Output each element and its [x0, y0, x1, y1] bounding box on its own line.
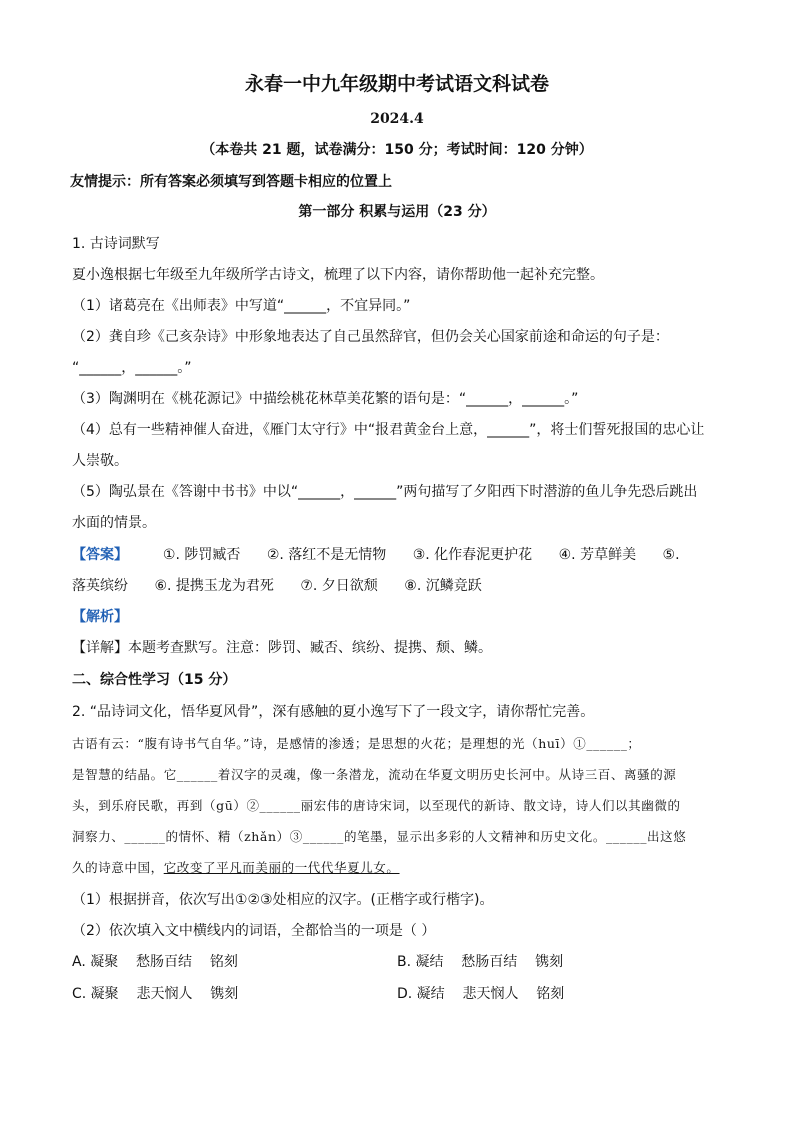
q2-sub1: （1）根据拼音，依次写出①②③处相应的汉字。(正楷字或行楷字)。	[72, 892, 494, 908]
option-a: A. 凝聚 愁肠百结 铭刻	[72, 954, 238, 970]
part1-title: 第一部分 积累与运用（23 分）	[298, 204, 496, 220]
answer-item: ④. 芳草鲜美	[558, 547, 637, 563]
q1-item: “______，______。”	[72, 360, 192, 376]
answer-label: 【答案】	[72, 547, 128, 563]
exam-info: （本卷共 21 题，试卷满分：150 分；考试时间：120 分钟）	[201, 142, 593, 158]
passage-underlined: 它改变了平凡而美丽的一代代华夏儿女。	[163, 860, 400, 875]
answer-item: ⑧. 沉鳞竞跃	[404, 578, 482, 594]
q1-item: （2）龚自珍《己亥杂诗》中形象地表达了自己虽然辞官，但仍会关心国家前途和命运的句子是：	[72, 329, 669, 345]
q2-intro: 2. “品诗词文化，悟华夏风骨”，深有感触的夏小逸写下了一段文字，请你帮忙完善。	[72, 704, 595, 720]
passage-line	[72, 859, 400, 877]
answer-line	[72, 546, 680, 564]
q1-item: 人崇敬。	[72, 453, 128, 469]
answer-item: 落英缤纷	[72, 578, 128, 594]
answer-item: ⑤.	[662, 547, 680, 563]
exam-date: 2024.4	[370, 111, 424, 127]
q1-item: （4）总有一些精神催人奋进，《雁门太守行》中“报君黄金台上意，______”，将士们誓死报国的忠心让	[72, 422, 705, 438]
answer-item: ⑥. 提携玉龙为君死	[154, 578, 274, 594]
q1-item: （5）陶弘景在《答谢中书书》中以“______，______”两句描写了夕阳西下时潜游的鱼儿争先恐后跳出	[72, 484, 698, 500]
passage-line: 洞察力、______的情怀、精（zhǎn）③______的笔墨，显示出多彩的人文精神和历史文化。______出这悠	[72, 829, 687, 844]
q1-title: 1. 古诗词默写	[72, 236, 160, 252]
analysis-label: 【解析】	[72, 609, 128, 625]
option-c: C. 凝聚 悲天悯人 镌刻	[72, 986, 239, 1002]
answer-item: ②. 落红不是无情物	[266, 547, 387, 563]
passage-line: 头，到乐府民歌，再到（gū）②______丽宏伟的唐诗宋词，以至现代的新诗、散文诗，诗人们以其幽微的	[72, 798, 681, 813]
passage-text: 久的诗意中国，	[72, 860, 164, 875]
q1-item: 水面的情景。	[72, 515, 156, 531]
q2-sub2: （2）依次填入文中横线内的词语，全都恰当的一项是（ ）	[72, 923, 436, 939]
detail-text: 【详解】本题考查默写。注意：陟罚、臧否、缤纷、提携、颓、鳞。	[72, 640, 492, 656]
answer-item: ①. 陟罚臧否	[162, 547, 241, 563]
friendly-tip: 友情提示：所有答案必须填写到答题卡相应的位置上	[70, 174, 392, 190]
q1-item: （1）诸葛亮在《出师表》中写道“______，不宜异同。”	[72, 298, 411, 314]
page-title: 永春一中九年级期中考试语文科试卷	[244, 73, 549, 95]
passage-line: 古语有云：“腹有诗书气自华。”诗，是感情的渗透；是思想的火花；是理想的光（huī）①______；	[72, 736, 641, 751]
section2-title: 二、综合性学习（15 分）	[72, 672, 237, 688]
q1-item: （3）陶渊明在《桃花源记》中描绘桃花林草美花繁的语句是：“______，______。”	[72, 391, 579, 407]
option-d: D. 凝结 悲天悯人 铭刻	[397, 986, 565, 1002]
passage-line: 是智慧的结晶。它______着汉字的灵魂，像一条潜龙，流动在华夏文明历史长河中。从诗三百、离骚的源	[72, 767, 677, 782]
option-b: B. 凝结 愁肠百结 镌刻	[397, 954, 564, 970]
answer-line	[72, 577, 482, 595]
answer-item: ⑦. 夕日欲颓	[300, 578, 378, 594]
q1-intro: 夏小逸根据七年级至九年级所学古诗文，梳理了以下内容，请你帮助他一起补充完整。	[72, 267, 604, 283]
answer-item: ③. 化作春泥更护花	[412, 547, 533, 563]
